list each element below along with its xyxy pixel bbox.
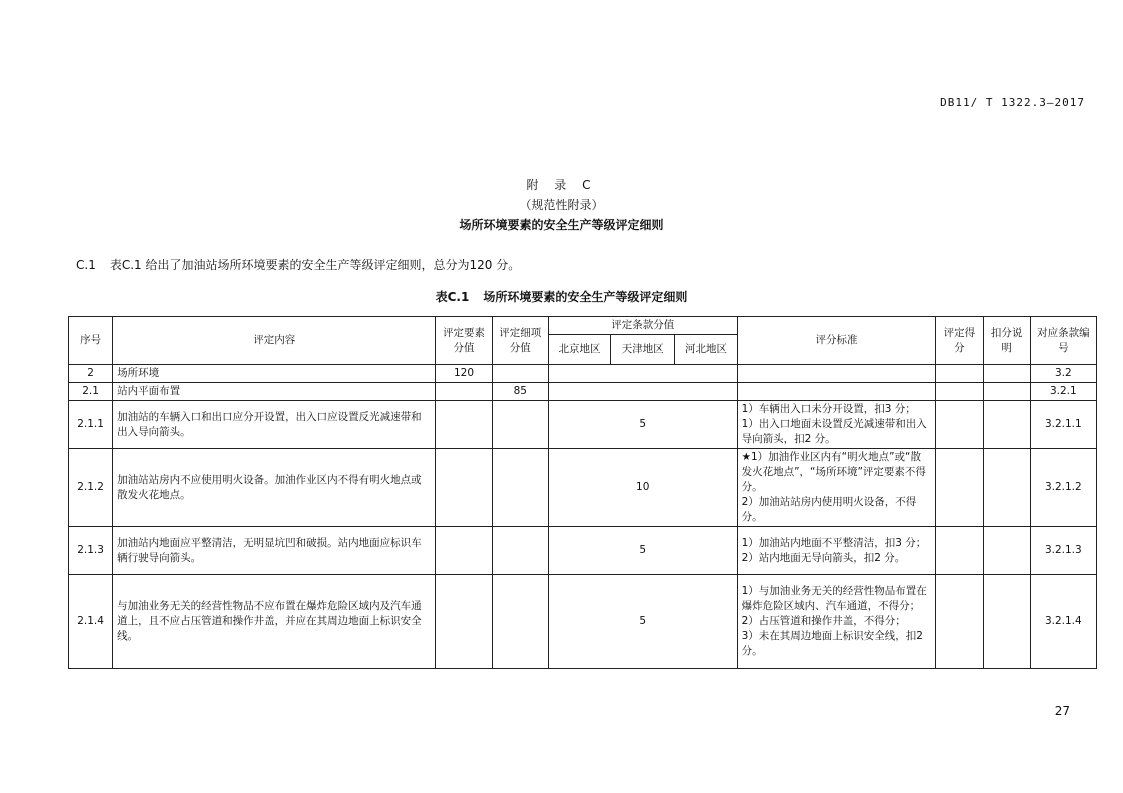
- header-item-score: 评定细项分值: [492, 317, 548, 365]
- cell-content: 加油站站房内不应使用明火设备。加油作业区内不得有明火地点或散发火花地点。: [113, 449, 436, 527]
- header-beijing: 北京地区: [548, 335, 610, 365]
- cell-seq: 2.1: [69, 383, 113, 401]
- header-ref: 对应条款编号: [1030, 317, 1096, 365]
- cell-ref: 3.2.1.2: [1030, 449, 1096, 527]
- cell-deduct: [983, 527, 1030, 575]
- cell-seq: 2: [69, 365, 113, 383]
- table-row: [69, 575, 1097, 669]
- cell-element-score: [436, 575, 492, 669]
- cell-seq: 2.1.4: [69, 575, 113, 669]
- cell-deduct: [983, 575, 1030, 669]
- cell-content: 场所环境: [113, 365, 436, 383]
- appendix-name: 场所环境要素的安全生产等级评定细则: [459, 218, 664, 232]
- cell-score: [936, 383, 983, 401]
- cell-ref: 3.2.1: [1030, 383, 1096, 401]
- table-row: [69, 383, 1097, 401]
- header-hebei: 河北地区: [675, 335, 737, 365]
- header-criteria: 评分标准: [737, 317, 936, 365]
- intro-text: 表C.1 给出了加油站场所环境要素的安全生产等级评定细则，总分为120 分。: [109, 258, 521, 272]
- cell-clause-score: [548, 383, 737, 401]
- header-clause-score: 评定条款分值: [548, 317, 737, 335]
- cell-seq: 2.1.1: [69, 401, 113, 449]
- cell-deduct: [983, 365, 1030, 383]
- table-row: [69, 401, 1097, 449]
- cell-score: [936, 575, 983, 669]
- cell-ref: 3.2.1.1: [1030, 401, 1096, 449]
- cell-ref: 3.2.1.4: [1030, 575, 1096, 669]
- table-row: [69, 449, 1097, 527]
- header-content: 评定内容: [113, 317, 436, 365]
- cell-score: [936, 449, 983, 527]
- cell-element-score: [436, 527, 492, 575]
- intro-number: C.1: [76, 258, 96, 272]
- header-deduct: 扣分说明: [983, 317, 1030, 365]
- intro-paragraph: [76, 256, 520, 273]
- cell-criteria: ★1）加油作业区内有“明火地点”或“散发火花地点”，“场所环境”评定要素不得分。 2）加油站站房内使用明火设备，不得分。: [737, 449, 936, 527]
- cell-content: 加油站的车辆入口和出口应分开设置，出入口应设置反光减速带和出入导向箭头。: [113, 401, 436, 449]
- cell-score: [936, 527, 983, 575]
- cell-criteria: [737, 365, 936, 383]
- cell-content: 加油站内地面应平整清洁，无明显坑凹和破损。站内地面应标识车辆行驶导向箭头。: [113, 527, 436, 575]
- cell-score: [936, 365, 983, 383]
- table-caption-title: 场所环境要素的安全生产等级评定细则: [483, 290, 688, 304]
- cell-clause-score: 10: [548, 449, 737, 527]
- cell-element-score: [436, 449, 492, 527]
- cell-item-score: [492, 365, 548, 383]
- appendix-subtitle: （规范性附录）: [519, 198, 604, 212]
- table-row: [69, 365, 1097, 383]
- header-tianjin: 天津地区: [611, 335, 675, 365]
- page-number: 27: [1054, 704, 1070, 718]
- cell-clause-score: 5: [548, 527, 737, 575]
- cell-clause-score: 5: [548, 575, 737, 669]
- cell-item-score: [492, 527, 548, 575]
- table-row: [69, 527, 1097, 575]
- header-seq: 序号: [69, 317, 113, 365]
- cell-element-score: [436, 383, 492, 401]
- cell-element-score: 120: [436, 365, 492, 383]
- cell-item-score: [492, 575, 548, 669]
- table-caption-label: 表C.1: [435, 290, 470, 304]
- cell-content: 站内平面布置: [113, 383, 436, 401]
- cell-clause-score: 5: [548, 401, 737, 449]
- cell-element-score: [436, 401, 492, 449]
- cell-deduct: [983, 449, 1030, 527]
- header-score: 评定得分: [936, 317, 983, 365]
- cell-item-score: 85: [492, 383, 548, 401]
- cell-score: [936, 401, 983, 449]
- cell-criteria: 1）加油站内地面不平整清洁，扣3 分； 2）站内地面无导向箭头，扣2 分。: [737, 527, 936, 575]
- document-code: DB11/ T 1322.3—2017: [940, 96, 1085, 109]
- cell-deduct: [983, 401, 1030, 449]
- cell-clause-score: [548, 365, 737, 383]
- cell-criteria: 1）与加油业务无关的经营性物品布置在爆炸危险区域内、汽车通道，不得分； 2）占压管道和操作井盖，不得分； 3）未在其周边地面上标识安全线，扣2 分。: [737, 575, 936, 669]
- scoring-table: [68, 316, 1097, 669]
- cell-criteria: [737, 383, 936, 401]
- cell-seq: 2.1.3: [69, 527, 113, 575]
- cell-deduct: [983, 383, 1030, 401]
- appendix-title: 附 录 C: [526, 178, 597, 192]
- cell-item-score: [492, 449, 548, 527]
- cell-ref: 3.2: [1030, 365, 1096, 383]
- cell-item-score: [492, 401, 548, 449]
- table-caption: [0, 288, 1123, 305]
- cell-content: 与加油业务无关的经营性物品不应布置在爆炸危险区域内及汽车通道上，且不应占压管道和操作井盖，并应在其周边地面上标识安全线。: [113, 575, 436, 669]
- cell-ref: 3.2.1.3: [1030, 527, 1096, 575]
- cell-seq: 2.1.2: [69, 449, 113, 527]
- header-element-score: 评定要素分值: [436, 317, 492, 365]
- cell-criteria: 1）车辆出入口未分开设置，扣3 分； 1）出入口地面未设置反光减速带和出入导向箭头，扣2 分。: [737, 401, 936, 449]
